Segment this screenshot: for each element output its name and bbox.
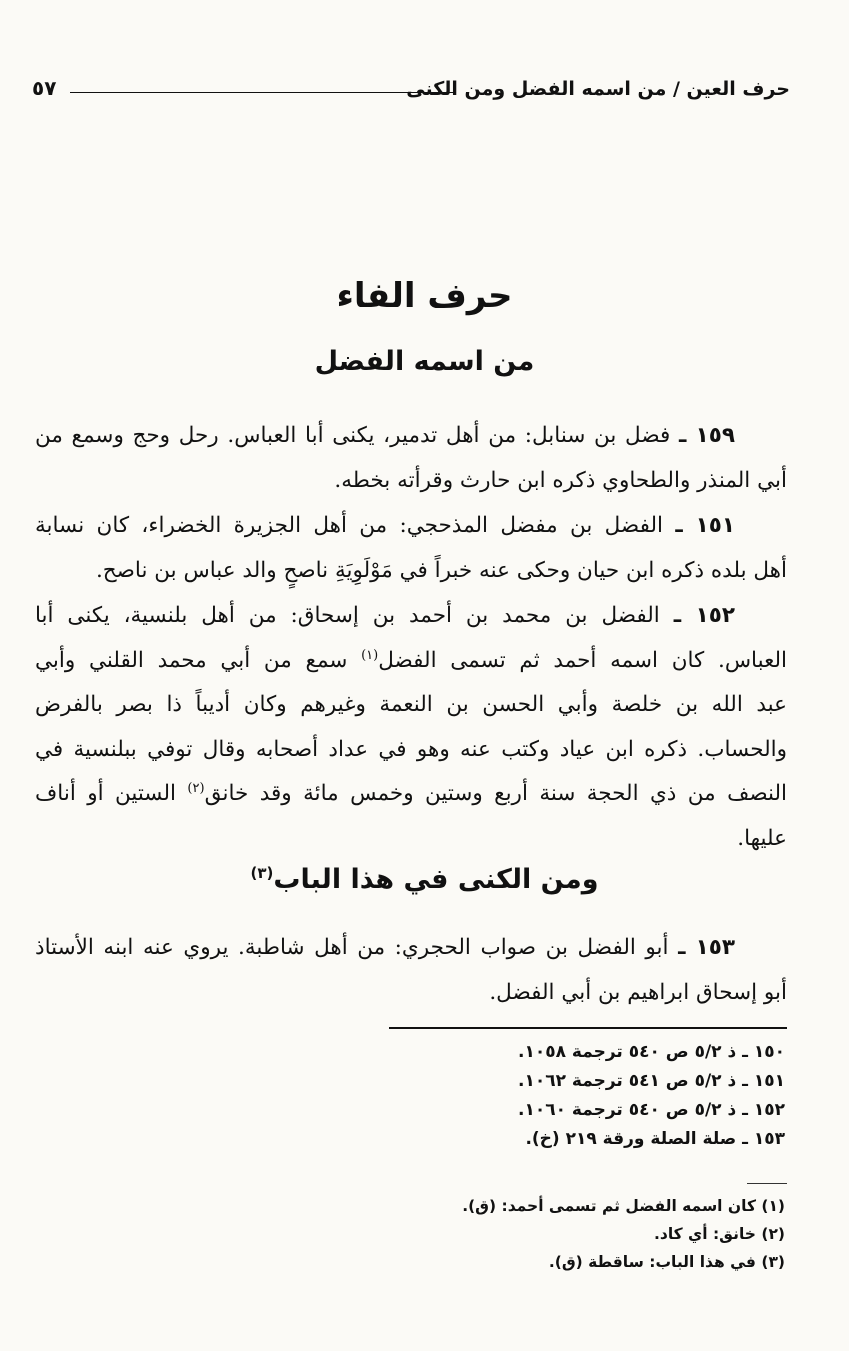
footnotes (425, 1192, 785, 1276)
footnote-marker[interactable]: (٢) (187, 780, 205, 796)
footnote-marker[interactable]: (١) (361, 647, 379, 663)
entry-150 (35, 414, 787, 503)
entry-number: ١٥١ ـ (675, 513, 735, 538)
entry-number: ١٥٩ ـ (678, 423, 735, 448)
footnote-line: (١) كان اسمه الفضل ثم تسمى أحمد: (ق). (462, 1197, 785, 1215)
entry-line: عليها. (737, 825, 787, 851)
entry-line: أبي المنذر والطحاوي ذكره ابن حارث وقرأته بخطه. (334, 467, 787, 493)
section-title-fadl: من اسمه الفضل (314, 346, 535, 377)
entry-text: أبو الفضل بن صواب الحجري: من أهل شاطبة. يروي عنه ابنه الأستاذ (35, 935, 669, 960)
page-header (32, 72, 790, 112)
entry-text: الستين أو أناف (35, 781, 188, 806)
notes-rule (747, 1183, 787, 1184)
entry-line: أبو إسحاق ابراهيم بن أبي الفضل. (489, 979, 787, 1005)
entry-line (35, 639, 787, 684)
reference-line: ١٥٠ ـ ذ ٥/٢ ص ٥٤٠ ترجمة ١٠٥٨. (517, 1042, 785, 1062)
section-title-kuna (0, 864, 849, 895)
entry-line (35, 594, 787, 639)
entry-text: الفضل بن محمد بن أحمد بن إسحاق: من أهل بلنسية، يكنى أبا (35, 603, 660, 628)
entry-153 (35, 926, 787, 1015)
entry-line: والحساب. ذكره ابن عياد وكتب عنه وهو في عداد أصحابه وقال توفي ببلنسية في (35, 736, 787, 762)
section-title-text: ومن الكنى في هذا الباب (273, 864, 599, 895)
entry-text: الفضل بن مفضل المذحجي: من أهل الجزيرة الخضراء، كان نسابة (35, 513, 663, 538)
reference-line: ١٥٢ ـ ذ ٥/٢ ص ٥٤٠ ترجمة ١٠٦٠. (517, 1100, 785, 1120)
footnote-line: (٣) في هذا الباب: ساقطة (ق). (548, 1253, 785, 1271)
entry-text: النصف من ذي الحجة سنة أربع وستين وخمس مائة وقد خانق (204, 781, 787, 806)
entry-text: سمع من أبي محمد القلني وأبي (35, 647, 362, 673)
reference-line: ١٥٣ ـ صلة الصلة ورقة ٢١٩ (خ). (525, 1129, 785, 1149)
entry-line (35, 926, 787, 971)
footnote-line: (٢) خانق: أي كاد. (653, 1225, 785, 1243)
entry-line (35, 504, 787, 549)
running-title: حرف العين / من اسمه الفضل ومن الكنى (406, 78, 790, 100)
reference-line: ١٥١ ـ ذ ٥/٢ ص ٥٤١ ترجمة ١٠٦٢. (517, 1071, 785, 1091)
source-references (425, 1038, 785, 1154)
page-number: ٥٧ (32, 76, 57, 100)
entry-line (35, 414, 787, 459)
entry-line: عبد الله بن خلصة وأبي الحسن بن النعمة وغيرهم وكان أديباً ذا بصر بالفرض (35, 692, 787, 717)
entry-number: ١٥٢ ـ (673, 603, 735, 628)
entry-152 (35, 594, 787, 861)
entry-number: ١٥٣ ـ (678, 935, 736, 960)
entry-line (35, 772, 787, 817)
entry-text: فضل بن سنابل: من أهل تدمير، يكنى أبا العباس. رحل وحج وسمع من (35, 423, 671, 448)
footnote-rule (389, 1027, 787, 1029)
header-rule (70, 92, 455, 93)
chapter-title: حرف الفاء (336, 276, 513, 316)
entry-text: العباس. كان اسمه أحمد ثم تسمى الفضل (378, 647, 787, 673)
entry-151 (35, 504, 787, 593)
entry-line: أهل بلده ذكره ابن حيان وحكى عنه خبراً في مَوْلَوِيَةِ ناصحٍ والد عباس بن ناصح. (95, 557, 787, 583)
footnote-marker[interactable]: (٣) (250, 864, 274, 882)
